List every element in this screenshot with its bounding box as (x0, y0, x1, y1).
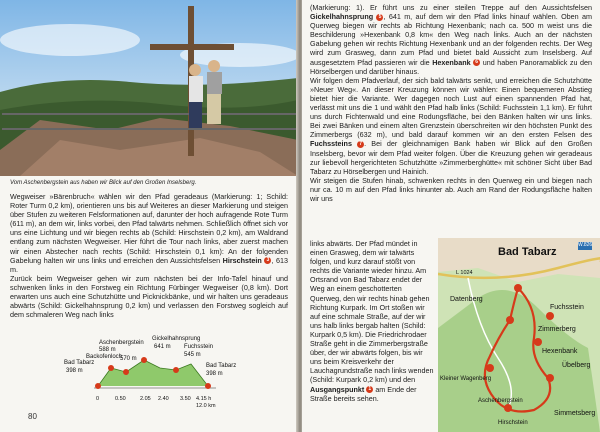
left-page (0, 0, 298, 432)
profile-axis-1: 0.50 (115, 396, 126, 402)
map-label-datenberg: Datenberg (450, 296, 483, 303)
right-paragraph-4-end: am Ende der Straße bereits sehen. (310, 384, 417, 403)
map-label-hexenbank: Hexenbank (542, 348, 578, 355)
right-body-text-column (310, 239, 434, 403)
ausgangspunkt-label: Ausgangspunkt (310, 384, 365, 394)
profile-axis-2: 2.05 (140, 396, 151, 402)
map-label-hirschstein: Hirschstein (498, 420, 528, 426)
profile-gickelhahnsprung-alt: 641 m (154, 344, 171, 350)
profile-end-alt: 398 m (206, 371, 223, 377)
profile-fuchsstein-label: Fuchsstein (184, 344, 214, 350)
right-paragraph-1b: , 641 m, auf dem wir den Pfad links hinauf wählen. Oben am Querweg biegen wir rechts ab Richtung Hexenbank; nach ca. 500 m weist uns die Beschilderung »Hexenbank 0,8 km« den Weg nach links. Auch an der nächsten Gabelung gehen wir rechts Richtung Hexenbank und an der folgenden rechts. Der Weg wird zum Grasweg, dann zum Pfad und bietet bald Aussicht zum Inselsberg. Auf ausgesetztem Pfad passieren wir die (310, 12, 593, 67)
left-paragraph-1: Wegweiser »Bärenbruch« wählen wir den Pfad geradeaus (Markierung: 1; Schild: Roter Turm 0,2 km), orientieren uns bis auf Weiteres an dieser Markierung und steigen über Stufen zu weiteren Felsformationen auf, darunter der hoch aufragende Rote Turm (611 m), an dem wir, links vorbei, den Pfad talwärts nehmen. Schließlich öffnet sich vor uns eine Lichtung und wir biegen rechts ab (Schild: Hirschstein 0,2 km), am Waldrand entlang zum nächsten Wegweiser. Hier führt die Tour nach links, aber zuerst machen wir einen Abstecher nach rechts (Schild: Hirschstein 0,1 km): An der folgenden Gabelung halten wir uns links und erreichen den Aussichtsfelsen (10, 192, 288, 265)
profile-gickelhahnsprung-label: Gickelhahnsprung (152, 336, 201, 342)
right-paragraph-1a: (Markierung: 1). Er führt uns zu einer steilen Treppe auf den Aussichtsfelsen (310, 3, 592, 12)
map-label-uebelberg: Übelberg (562, 362, 591, 369)
waypoint-marker: 6 (473, 59, 480, 66)
profile-end-label: Bad Tabarz (206, 363, 237, 369)
profile-axis-5: 4.15 h (196, 396, 212, 402)
map-label-bad-tabarz: Bad Tabarz (498, 246, 557, 258)
map-badge: W.826 (578, 242, 593, 248)
hirschstein-label: Hirschstein (222, 255, 262, 265)
right-paragraph-2b: . Bei der gleichnamigen Bank haben wir Blick auf den Großen Inselsberg, bevor wir dem Pfad weiter folgen. Über die Kreuzung gehen wir geradeaus zur liebevoll hergerichteten Schutzhütte »Zimmerberghütte« mit schöner Sicht über Bad Tabarz zu Hörselbergen und Hainich. (310, 139, 592, 176)
page-number: 80 (28, 412, 37, 421)
right-paragraph-2a: Wir folgen dem Pfadverlauf, der sich bald talwärts senkt, und erreichen die Schutzhütte »Neuer Weg«. An dieser Kreuzung können wir wählen: Einen bequemeren Abstieg bietet hier die Variante. Wer dagegen noch Lust auf einen spannenden Pfad hat, verlässt mit uns die 1 und wählt den Pfad halb links (Schild: Fuchsstein 1,1 km). Er führt uns durch Fichtenwald und eine Rodungsfläche, bei den Bänken halten wir uns links. Bei zwei Bänken und einem alten Grenzstein überschreiten wir den höchsten Punkt des Zimmerbergs (632 m), und bald darauf kommen wir an den ersten Felsen des (310, 75, 592, 140)
profile-axis-3: 2.40 (158, 396, 169, 402)
right-body-text (310, 3, 592, 203)
profile-axis-0: 0 (96, 396, 100, 402)
right-paragraph-3: Wir steigen die Stufen hinab, schwenken rechts in den Querweg ein und biegen nach nur ca. 10 m auf den Pfad links hinunter ab. Auch am Rand der Rodungsfläche halten wir uns (310, 175, 592, 203)
right-paragraph-1c: und haben Panoramablick zu den Hörselbergen und darüber hinaus. (310, 57, 593, 76)
left-paragraph-2: Zurück beim Wegweiser gehen wir zum nächsten bei der Info-Tafel hinauf und schwenken links in den Forstweg ein Richtung Fürbinger Wegweiser (0,8 km). Dort erwarten uns auch eine Schutzhütte und Picknickbänke, und wir halten uns geradeaus abwärts (Schild: Gickelhahnsprung 0,2 km) und verlassen den Forstweg sogleich auf dem schmaleren Weg nach links (10, 273, 288, 320)
map-label-fuchsstein: Fuchsstein (550, 304, 584, 311)
right-paragraph-4: links abwärts. Der Pfad mündet in einen Grasweg, dem wir talwärts folgen, und kurz darauf stößt von rechts die Variante wieder hinzu. Am Ortsrand von Bad Tabarz endet der Weg an einem geschotterten Querweg, den wir rechts hinab gehen Richtung Kurpark. Im Ort stoßen wir auf eine schmale Straße, auf der wir uns halb links bergab halten (Schild: Kurpark 0,5 km). Die Friedrichrodaer Straße geht in die Zimmerbergstraße über, der wir abwärts folgen, bis wir uns beim Kreisverkehr der Lauchagrundstraße nach links wenden (Schild: Kurpark 0,2 km) und den (310, 239, 434, 385)
map-label-road: L 1024 (456, 270, 473, 276)
map-label-kleiner-wagenberg: Kleiner Wagenberg (440, 376, 492, 382)
profile-start-label: Bad Tabarz (64, 360, 95, 366)
profile-backofenloch-label: Backofenloch (86, 354, 123, 360)
right-page (302, 0, 600, 432)
fuchsstein-label: Fuchssteins (310, 139, 352, 149)
waypoint-marker: 7 (357, 141, 364, 148)
profile-backofenloch-alt: 570 m (120, 356, 137, 362)
left-body-text (10, 192, 288, 319)
waypoint-marker: 3 (264, 257, 271, 264)
gickelhahnsprung-label: Gickelhahnsprung (310, 12, 374, 22)
profile-axis-4: 3.50 (180, 396, 191, 402)
profile-aschenbergstein-alt: 588 m (99, 347, 116, 353)
route-map (438, 238, 600, 432)
map-label-aschenbergstein: Aschenbergstein (478, 398, 523, 404)
map-label-zimmerberg: Zimmerberg (538, 326, 576, 333)
profile-distance: 12.0 km (196, 403, 216, 409)
map-label-simmetsberg: Simmetsberg (554, 410, 596, 417)
profile-aschenbergstein-label: Aschenbergstein (99, 340, 144, 346)
profile-fuchsstein-alt: 545 m (184, 352, 201, 358)
waypoint-marker: 1 (366, 386, 373, 393)
waypoint-marker: 5 (376, 14, 383, 21)
hexenbank-label: Hexenbank (432, 57, 471, 67)
hirschstein-altitude: , 613 m. (10, 255, 288, 274)
photo-caption: Vom Aschenbergstein aus haben wir Blick auf den Großen Inselsberg. (10, 180, 197, 186)
profile-start-alt: 398 m (66, 368, 83, 374)
summit-photo (0, 0, 298, 176)
